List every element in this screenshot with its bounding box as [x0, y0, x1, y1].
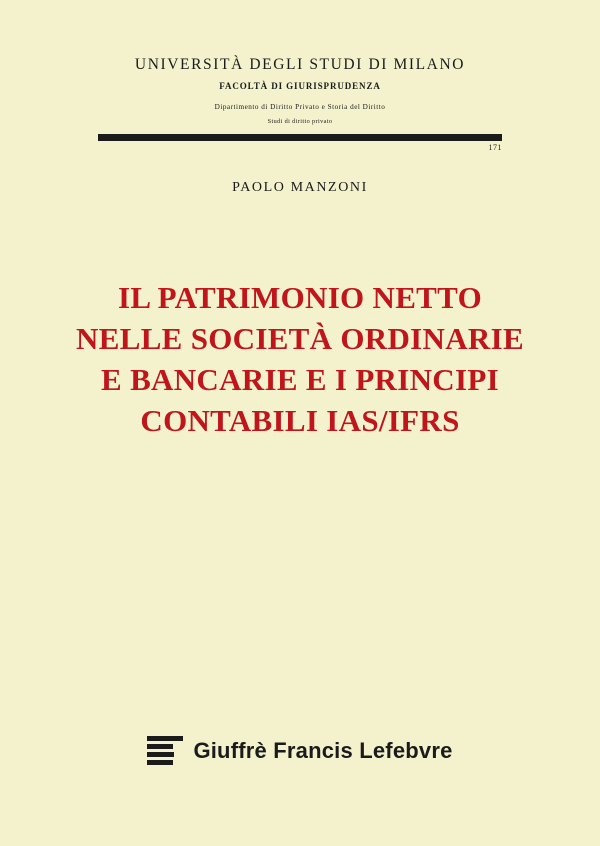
title-line-1: IL PATRIMONIO NETTO — [118, 280, 482, 315]
department-name: Dipartimento di Diritto Privato e Storia del Diritto — [214, 103, 386, 111]
book-title — [60, 278, 540, 442]
title-line-2: NELLE SOCIETÀ ORDINARIE — [76, 320, 524, 356]
university-name: UNIVERSITÀ DEGLI STUDI DI MILANO — [134, 56, 466, 73]
giuffre-logo-icon — [147, 736, 183, 766]
publisher-name: Giuffrè Francis Lefebvre — [193, 738, 453, 763]
faculty-name: FACOLTÀ DI GIURISPRUDENZA — [219, 81, 381, 91]
header-rule-row — [98, 131, 502, 153]
author-name: PAOLO MANZONI — [232, 180, 368, 195]
cover-header — [0, 56, 600, 125]
series-name: Studi di diritto privato — [267, 118, 333, 125]
divider — [98, 134, 502, 141]
title-line-3: E BANCARIE E I PRINCIPI — [101, 361, 499, 397]
title-line-4: CONTABILI IAS/IFRS — [140, 402, 460, 438]
publisher-block — [0, 736, 600, 766]
series-number: 171 — [488, 143, 502, 152]
